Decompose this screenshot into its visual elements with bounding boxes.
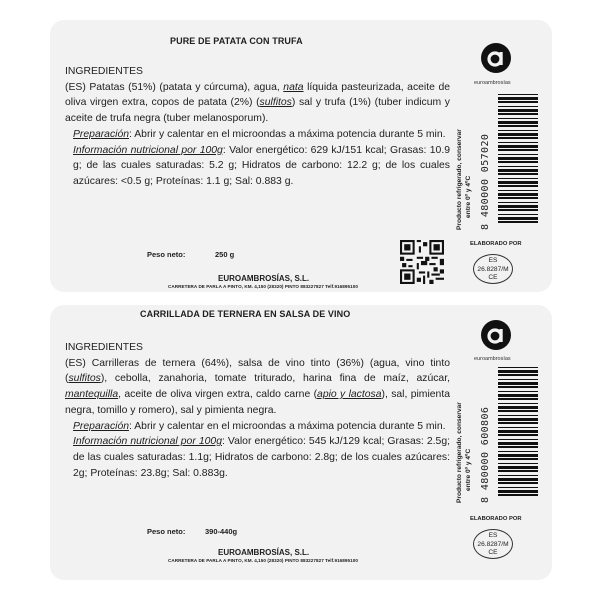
company-name: EUROAMBROSÍAS, S.L. (218, 274, 310, 283)
euroambrosias-a-logo-icon (480, 319, 512, 351)
refrigeration-notice: Producto refrigerado, conservar entre 0º y 4ºC (456, 129, 472, 230)
ingredients-block (65, 340, 450, 481)
net-weight-value: 390-440g (205, 527, 238, 536)
barcode-icon (498, 367, 538, 499)
barcode-number: 8 480000 057020 (480, 133, 491, 230)
euroambrosias-a-logo-icon (480, 42, 512, 74)
barcode-icon (498, 94, 538, 226)
allergen-sulfitos: sulfitos (68, 373, 101, 385)
brand-name: euroambrosías (474, 80, 511, 86)
elaborado-por-label: ELABORADO POR (470, 516, 522, 522)
qr-code-icon (400, 240, 444, 284)
nutrition-text: Información nutricional por 100g: Valor energético: 629 kJ/151 kcal; Grasas: 10.9 g; de las cuales saturadas: 5.2 g; Hidratos de carbono: 12.2 g; de los cuales azúcares: <0.5 g; Proteínas: 1.1 g; Sal: 0.883 g. (73, 144, 450, 187)
ingredients-heading: INGREDIENTES (65, 342, 143, 353)
preparation-text: Preparación: Abrir y calentar en el microondas a máxima potencia durante 5 min. (73, 128, 446, 140)
ingredients-heading: INGREDIENTES (65, 66, 143, 77)
health-mark-oval: ES 26.8287/M CE (473, 254, 513, 284)
allergen-sulfitos: sulfitos (259, 97, 292, 109)
product-title: CARRILLADA DE TERNERA EN SALSA DE VINO (140, 309, 351, 319)
preparation-text: Preparación: Abrir y calentar en el microondas a máxima potencia durante 5 min. (73, 420, 446, 432)
allergen-nata: nata (283, 81, 304, 93)
product-label-pure-patata (50, 20, 552, 292)
barcode-number: 8 480000 600806 (480, 406, 491, 503)
company-address: CARRETERA DE PARLA A PINTO, KM. 4,150 (28320) PINTO 883227827 Telf.916895100 (168, 284, 358, 289)
net-weight-value: 250 g (215, 250, 235, 259)
ingredients-text: (ES) Carrilleras de ternera (64%), salsa de vino tinto (36%) (agua, vino tinto (sulfitos), cebolla, zanahoria, tomate triturado, harina fina de maíz, azúcar, mantequilla, aceite de oliva virgen extra, caldo carne (apio y lactosa), sal, pimienta negra, tomillo y romero), sal y pimienta negra. (65, 357, 450, 416)
net-weight-label: Peso neto: (147, 250, 186, 259)
elaborado-por-label: ELABORADO POR (470, 241, 522, 247)
company-address: CARRETERA DE PARLA A PINTO, KM. 4,150 (28320) PINTO 883227827 Telf.916895100 (168, 558, 358, 563)
ingredients-text: (ES) Patatas (51%) (patata y cúrcuma), agua, nata líquida pasteurizada, aceite de oliva virgen extra, copos de patata (2%) (sulfitos) sal y trufa (1%) (tuber indicum y aceite de trufa negra (tuber melanosporum). (65, 81, 450, 125)
allergen-apio-lactosa: apio y lactosa (317, 389, 382, 401)
refrigeration-notice: Producto refrigerado, conservar entre 0º y 4ºC (456, 402, 472, 503)
product-label-carrillada (50, 305, 552, 580)
nutrition-text: Información nutricional por 100g: Valor energético: 545 kJ/129 kcal; Grasas: 2.5g; de las cuales saturadas: 1.1g; Hidratos de carbono: 2.8g; de los cuales azúcares: 2g; Proteínas: 23.8g; Sal: 0.883g. (73, 436, 450, 479)
company-name: EUROAMBROSÍAS, S.L. (218, 548, 310, 557)
health-mark-oval: ES 26.8287/M CE (473, 529, 513, 559)
brand-name: euroambrosías (474, 356, 511, 362)
net-weight-label: Peso neto: (147, 527, 186, 536)
product-title: PURE DE PATATA CON TRUFA (170, 36, 303, 46)
ingredients-block (65, 64, 450, 190)
allergen-mantequilla: mantequilla (65, 389, 119, 401)
